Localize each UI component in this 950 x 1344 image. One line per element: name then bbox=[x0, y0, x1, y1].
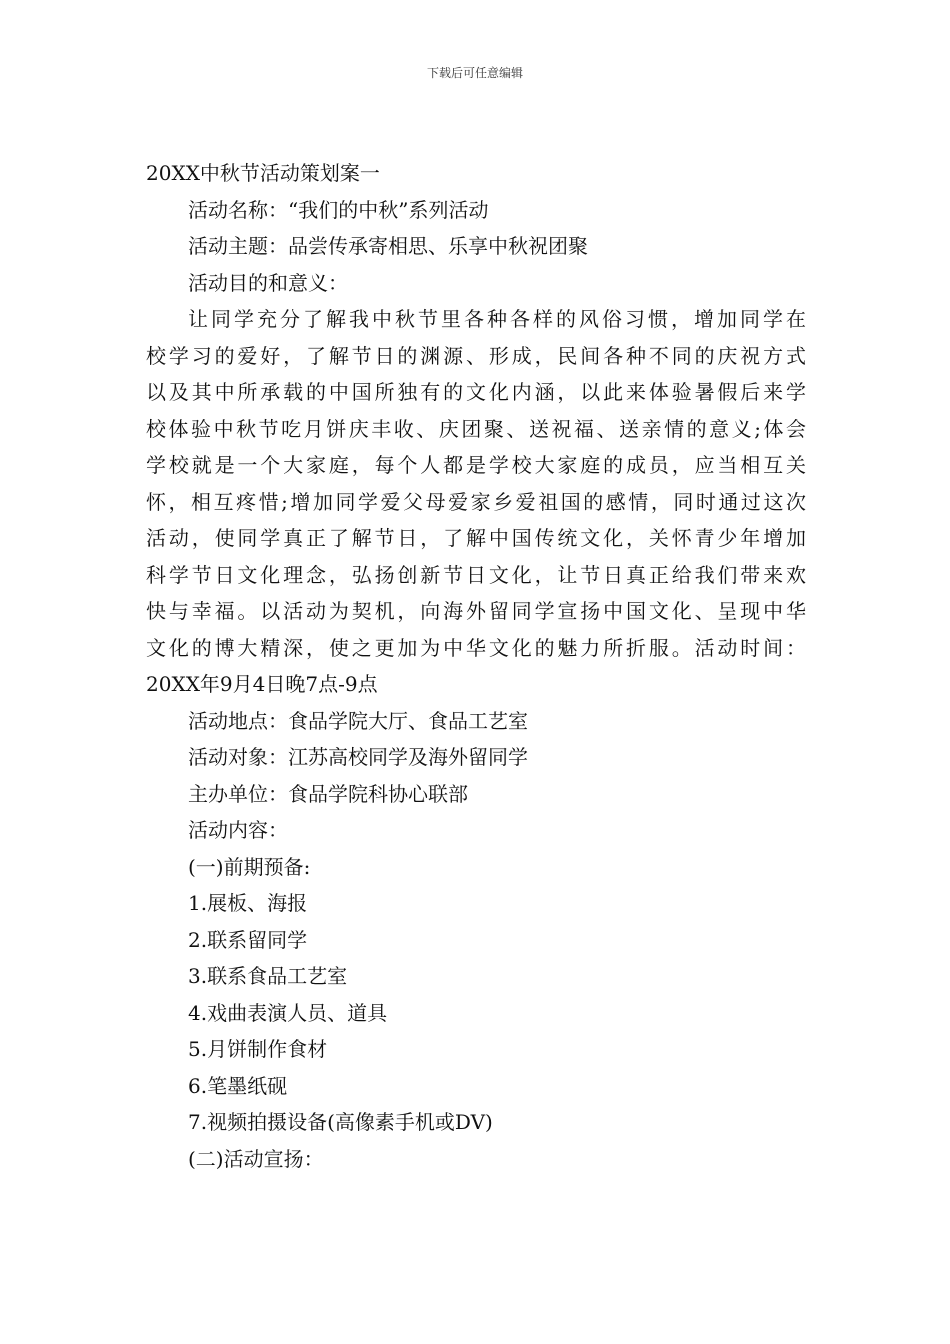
audience-line: 活动对象：江苏高校同学及海外留同学 bbox=[188, 745, 528, 769]
section-one-heading: (一)前期预备: bbox=[188, 854, 311, 879]
prep-list-item: 3.联系食品工艺室 bbox=[188, 964, 348, 988]
paragraph-line: 活动，使同学真正了解节日，了解中国传统文化，关怀青少年增加 bbox=[146, 526, 806, 550]
purpose-paragraph bbox=[146, 301, 806, 703]
paragraph-line: 快与幸福。以活动为契机，向海外留同学宣扬中国文化、呈现中华 bbox=[146, 599, 806, 623]
paragraph-line: 怀，相互疼惜;增加同学爱父母爱家乡爱祖国的感情，同时通过这次 bbox=[146, 489, 806, 514]
organizer-line: 主办单位：食品学院科协心联部 bbox=[188, 781, 468, 806]
paragraph-line: 校体验中秋节吃月饼庆丰收、庆团聚、送祝福、送亲情的意义;体会 bbox=[146, 416, 806, 441]
paragraph-line: 以及其中所承载的中国所独有的文化内涵，以此来体验暑假后来学 bbox=[146, 380, 806, 404]
section-two-heading: (二)活动宣扬： bbox=[188, 1146, 324, 1171]
prep-list-item: 6.笔墨纸砚 bbox=[188, 1073, 288, 1098]
paragraph-line: 学校就是一个大家庭，每个人都是学校大家庭的成员，应当相互关 bbox=[146, 453, 806, 477]
page-header-note: 下载后可任意编辑 bbox=[426, 66, 523, 80]
purpose-heading: 活动目的和意义： bbox=[188, 270, 348, 295]
prep-list-item: 5.月饼制作食材 bbox=[188, 1037, 328, 1061]
paragraph-line: 科学节日文化理念，弘扬创新节日文化，让节日真正给我们带来欢 bbox=[146, 562, 806, 587]
content-heading: 活动内容： bbox=[188, 818, 288, 842]
document-title: 20XX中秋节活动策划案一 bbox=[146, 161, 380, 185]
activity-name-line: 活动名称：“我们的中秋”系列活动 bbox=[188, 197, 489, 222]
paragraph-line: 校学习的爱好，了解节日的渊源、形成，民间各种不同的庆祝方式 bbox=[146, 343, 806, 368]
activity-theme-line: 活动主题：品尝传承寄相思、乐享中秋祝团聚 bbox=[188, 234, 588, 258]
paragraph-line: 文化的博大精深，使之更加为中华文化的魅力所折服。活动时间： bbox=[146, 635, 806, 660]
paragraph-line: 让同学充分了解我中秋节里各种各样的风俗习惯，增加同学在 bbox=[188, 307, 806, 331]
prep-list-item: 4.戏曲表演人员、道具 bbox=[188, 1000, 388, 1025]
prep-list-item: 1.展板、海报 bbox=[188, 891, 308, 915]
activity-time-line: 20XX年9月4日晚7点-9点 bbox=[146, 672, 378, 696]
location-line: 活动地点：食品学院大厅、食品工艺室 bbox=[188, 708, 528, 733]
prep-list-item: 2.联系留同学 bbox=[188, 927, 308, 952]
document-body bbox=[146, 155, 806, 1177]
prep-list-item: 7.视频拍摄设备(高像素手机或DV) bbox=[188, 1110, 493, 1134]
